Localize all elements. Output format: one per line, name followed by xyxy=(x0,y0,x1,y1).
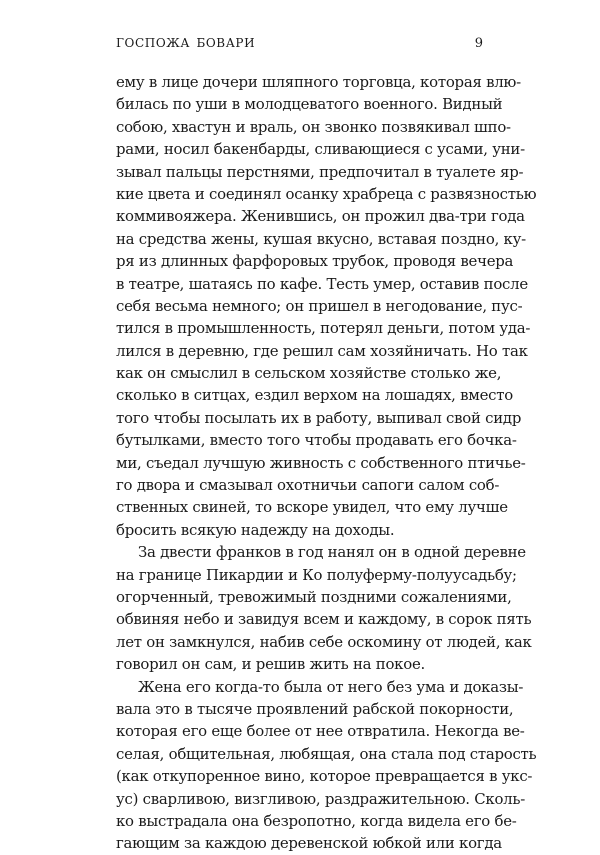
text-line: на границе Пикардии и Ко полуферму-полуусадьбу; xyxy=(116,565,517,584)
text-line: ственных свиней, то вскоре увидел, что ему лучше xyxy=(116,498,508,517)
running-head: ГОСПОЖА БОВАРИ xyxy=(116,36,256,50)
text-line: огорченный, тревожимый поздними сожалениями, xyxy=(116,587,512,606)
text-line: лился в деревню, где решил сам хозяйничать. Но так xyxy=(116,341,528,360)
paragraph xyxy=(116,541,532,675)
text-line: ему в лице дочери шляпного торговца, которая влю- xyxy=(116,73,521,91)
paragraph xyxy=(116,71,537,541)
text-line: обвиняя небо и завидуя всем и каждому, в сорок пять xyxy=(116,610,532,629)
text-line: того чтобы посылать их в работу, выпивал свой сидр xyxy=(116,408,522,427)
text-line: как он смыслил в сельском хозяйстве столько же, xyxy=(116,364,502,383)
text-line: рами, носил бакенбарды, сливающиеся с усами, уни- xyxy=(116,140,525,159)
page-body xyxy=(116,71,537,855)
text-line: говорил он сам, и решив жить на покое. xyxy=(116,655,425,674)
text-line: гающим за каждою деревенской юбкой или когда xyxy=(116,834,502,853)
text-line: коммивояжера. Женившись, он прожил два-три года xyxy=(116,207,525,226)
text-line: ус) сварливою, визгливою, раздражительною. Сколь- xyxy=(116,789,526,808)
text-line: лет он замкнулся, набив себе оскомину от людей, как xyxy=(116,632,532,651)
text-line: на средства жены, кушая вкусно, вставая поздно, ку- xyxy=(116,229,526,248)
text-line: Жена его когда-то была от него без ума и доказы- xyxy=(138,677,524,696)
text-line: билась по уши в молодцеватого военного. Видный xyxy=(116,95,503,114)
text-line: собою, хвастун и враль, он звонко позвякивал шпо- xyxy=(116,117,511,136)
text-line: (как откупоренное вино, которое превращается в укс- xyxy=(116,767,533,786)
text-line: бутылками, вместо того чтобы продавать его бочка- xyxy=(116,431,517,450)
text-line: бросить всякую надежду на доходы. xyxy=(116,520,395,539)
page-header xyxy=(116,36,483,54)
paragraph xyxy=(116,676,537,855)
text-line: ря из длинных фарфоровых трубок, проводя вечера xyxy=(116,252,514,271)
text-line: которая его еще более от нее отвратила. Некогда ве- xyxy=(116,722,525,741)
text-line: ми, съедал лучшую живность с собственного птичье- xyxy=(116,453,526,472)
page-number: 9 xyxy=(474,36,483,51)
text-line: селая, общительная, любящая, она стала под старость xyxy=(116,744,537,763)
text-line: го двора и смазывал охотничьи сапоги салом соб- xyxy=(116,476,500,495)
text-line: За двести франков в год нанял он в одной деревне xyxy=(138,543,526,562)
text-line: тился в промышленность, потерял деньги, потом уда- xyxy=(116,319,531,338)
text-line: вала это в тысяче проявлений рабской покорности, xyxy=(116,699,514,718)
text-line: ко выстрадала она безропотно, когда видела его бе- xyxy=(116,811,517,830)
text-line: кие цвета и соединял осанку храбреца с развязностью xyxy=(116,184,537,203)
text-line: в театре, шатаясь по кафе. Тесть умер, оставив после xyxy=(116,274,528,293)
text-line: себя весьма немного; он пришел в негодование, пус- xyxy=(116,296,523,315)
text-line: зывал пальцы перстнями, предпочитал в туалете яр- xyxy=(116,162,524,181)
text-line: сколько в ситцах, ездил верхом на лошадях, вместо xyxy=(116,386,513,405)
